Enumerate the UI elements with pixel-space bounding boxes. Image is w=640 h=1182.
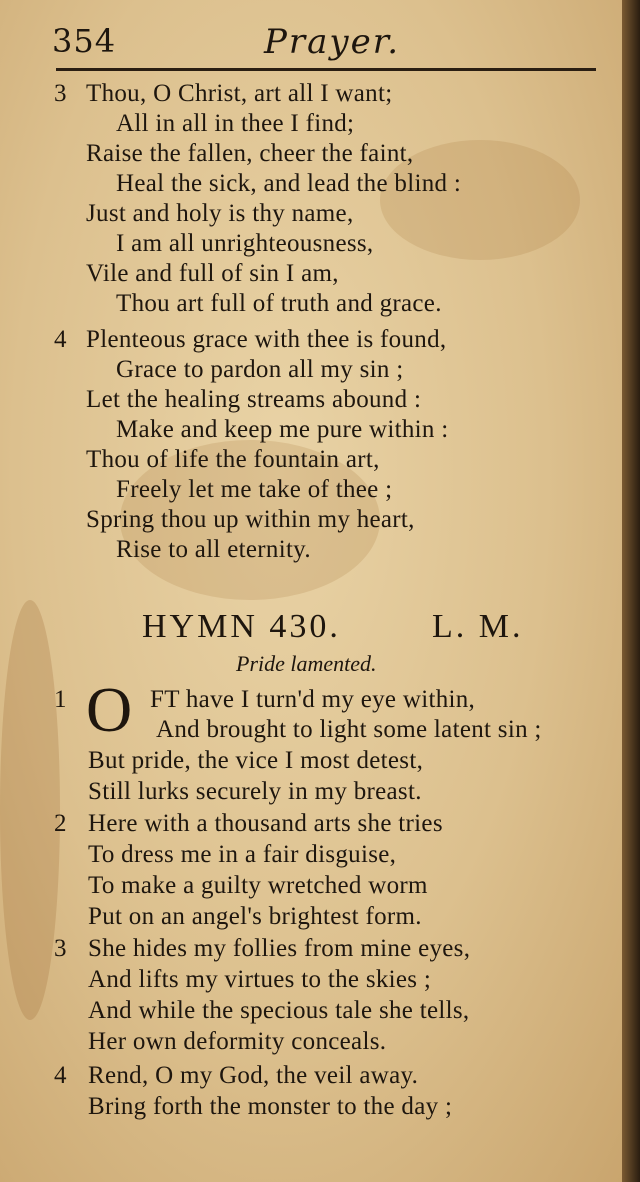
verse-line: Her own deformity conceals. xyxy=(88,1028,387,1055)
verse-number: 4 xyxy=(54,1062,67,1089)
verse-line: Vile and full of sin I am, xyxy=(86,260,339,287)
verse-line: Just and holy is thy name, xyxy=(86,200,354,227)
verse-number: 1 xyxy=(54,686,67,713)
page-number: 354 xyxy=(52,22,117,60)
verse-line: But pride, the vice I most detest, xyxy=(88,747,424,774)
verse-line: And lifts my virtues to the skies ; xyxy=(88,966,432,993)
verse-line: To make a guilty wretched worm xyxy=(88,872,428,899)
verse-number: 3 xyxy=(54,935,67,962)
verse-line: Bring forth the monster to the day ; xyxy=(88,1093,453,1120)
verse-line: Still lurks securely in my breast. xyxy=(88,778,422,805)
verse-line: Plenteous grace with thee is found, xyxy=(86,326,447,353)
hymn-title: HYMN 430. xyxy=(142,608,341,645)
verse-line: She hides my follies from mine eyes, xyxy=(88,935,471,962)
verse-line: Thou, O Christ, art all I want; xyxy=(86,80,393,107)
verse-line: Thou art full of truth and grace. xyxy=(116,290,442,317)
verse-line: And brought to light some latent sin ; xyxy=(156,716,542,743)
verse-line: Make and keep me pure within : xyxy=(116,416,449,443)
verse-line: Grace to pardon all my sin ; xyxy=(116,356,404,383)
paper-stain xyxy=(0,600,60,1020)
verse-line: Raise the fallen, cheer the faint, xyxy=(86,140,414,167)
verse-line: Put on an angel's brightest form. xyxy=(88,903,422,930)
verse-line: FT have I turn'd my eye within, xyxy=(150,686,476,713)
verse-number: 2 xyxy=(54,810,67,837)
verse-line: All in all in thee I find; xyxy=(116,110,355,137)
verse-line: And while the specious tale she tells, xyxy=(88,997,470,1024)
running-head: Prayer. xyxy=(264,22,401,62)
page-edge xyxy=(622,0,640,1182)
verse-number: 3 xyxy=(54,80,67,107)
verse-line: To dress me in a fair disguise, xyxy=(88,841,397,868)
verse-line: Rise to all eternity. xyxy=(116,536,311,563)
verse-line: Rend, O my God, the veil away. xyxy=(88,1062,419,1089)
verse-line: Freely let me take of thee ; xyxy=(116,476,393,503)
hymn-meter: L. M. xyxy=(432,608,524,645)
header-rule xyxy=(56,68,596,71)
verse-line: Here with a thousand arts she tries xyxy=(88,810,443,837)
verse-line: I am all unrighteousness, xyxy=(116,230,374,257)
verse-line: Thou of life the fountain art, xyxy=(86,446,380,473)
hymn-subtitle: Pride lamented. xyxy=(236,651,377,676)
verse-line: Let the healing streams abound : xyxy=(86,386,422,413)
verse-line: Spring thou up within my heart, xyxy=(86,506,415,533)
verse-line: Heal the sick, and lead the blind : xyxy=(116,170,462,197)
drop-cap: O xyxy=(86,674,133,745)
page-header xyxy=(52,18,597,68)
verse-number: 4 xyxy=(54,326,67,353)
